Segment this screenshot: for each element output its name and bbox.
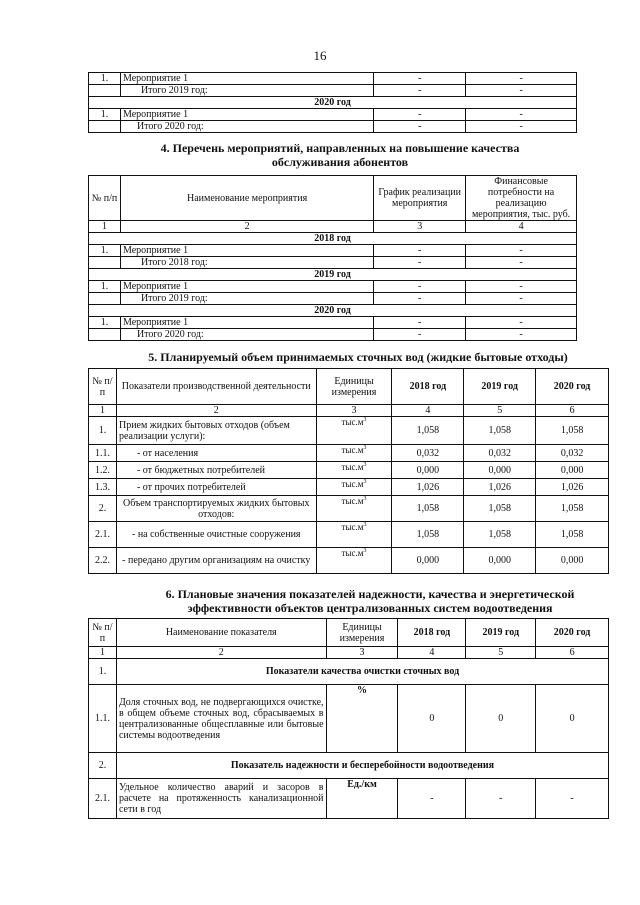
col-number: 3	[326, 647, 398, 659]
col-header: № п/п	[89, 619, 117, 647]
col-header: Финансовые потребности на реализацию мероприятия, тыс. руб.	[466, 176, 577, 221]
year-label: 2020 год	[89, 305, 577, 317]
row-number: 1.1.	[89, 445, 117, 462]
row-name: - от бюджетных потребителей	[116, 462, 316, 479]
section5-heading-text: 5. Планируемый объем принимаемых сточных вод (жидкие бытовые отходы)	[148, 350, 568, 364]
col-header: 2020 год	[536, 369, 609, 405]
row-number	[89, 257, 121, 269]
section5-table	[88, 368, 609, 574]
row-value: 0,032	[464, 445, 536, 462]
row-unit: Ед./км	[326, 779, 398, 819]
row-value: 1,058	[392, 496, 464, 522]
row-value: 0	[466, 685, 536, 753]
row-name: Итого 2020 год:	[120, 329, 373, 341]
row-name: Мероприятие 1	[120, 109, 374, 121]
row-number: 1.	[89, 417, 117, 445]
row-unit: $тыс.м^3$	[316, 479, 392, 496]
row-name: - передано другим организациям на очистку	[116, 548, 316, 574]
row-value: -	[466, 329, 577, 341]
row-value: -	[466, 109, 577, 121]
section6-heading-line1: 6. Плановые значения показателей надежности, качества и энергетической	[165, 587, 575, 601]
row-value: -	[466, 121, 577, 133]
col-number: 4	[392, 405, 464, 417]
row-number: 1.	[89, 109, 121, 121]
table-row	[89, 317, 577, 329]
row-value: -	[466, 779, 536, 819]
row-value: -	[466, 245, 577, 257]
table-row	[89, 779, 609, 819]
col-header: Наименование мероприятия	[120, 176, 373, 221]
row-number: 2.1.	[89, 522, 117, 548]
table-row	[89, 479, 609, 496]
col-number: 3	[316, 405, 392, 417]
row-unit: $тыс.м^3$	[316, 445, 392, 462]
row-value: 0	[536, 685, 609, 753]
table-row	[89, 445, 609, 462]
row-value: 0,032	[536, 445, 609, 462]
table-row	[89, 121, 577, 133]
row-value: 0,000	[536, 548, 609, 574]
row-name: Удельное количество аварий и засоров в расчете на протяженность канализационной сети в год	[116, 779, 326, 819]
row-value: 1,058	[536, 417, 609, 445]
col-header: График реализации мероприятия	[374, 176, 466, 221]
row-number	[89, 121, 121, 133]
col-number: 4	[398, 647, 466, 659]
col-header: 2018 год	[392, 369, 464, 405]
row-value: 0	[398, 685, 466, 753]
col-number-row	[89, 405, 609, 417]
row-value: -	[374, 281, 466, 293]
row-value: 1,026	[392, 479, 464, 496]
row-name: - на собственные очистные сооружения	[116, 522, 316, 548]
col-header: 2020 год	[536, 619, 609, 647]
row-number: 1.	[89, 245, 121, 257]
section5-heading	[88, 350, 628, 364]
row-name: Прием жидких бытовых отходов (объем реализации услуги):	[116, 417, 316, 445]
group-row	[89, 659, 609, 685]
section4-heading-line1: 4. Перечень мероприятий, направленных на повышение качества	[160, 141, 520, 155]
row-value: 1,058	[392, 417, 464, 445]
row-value: -	[374, 109, 466, 121]
section6-heading-line2: эффективности объектов централизованных систем водоотведения	[187, 601, 553, 615]
table-row	[89, 548, 609, 574]
row-value: -	[398, 779, 466, 819]
row-value: 1,058	[464, 417, 536, 445]
row-unit: $тыс.м^3$	[316, 417, 392, 445]
year-label: 2019 год	[89, 269, 577, 281]
row-value: 0,000	[464, 548, 536, 574]
row-name: Мероприятие 1	[120, 73, 374, 85]
col-number-row	[89, 647, 609, 659]
row-value: -	[466, 281, 577, 293]
col-header: Наименование показателя	[116, 619, 326, 647]
col-header: 2019 год	[466, 619, 536, 647]
row-value: 1,058	[536, 522, 609, 548]
row-value: -	[374, 257, 466, 269]
table-row	[89, 257, 577, 269]
header-row	[89, 619, 609, 647]
row-value: -	[466, 317, 577, 329]
group-row	[89, 753, 609, 779]
col-number: 3	[374, 221, 466, 233]
row-value: 1,026	[464, 479, 536, 496]
row-number: 1.	[89, 73, 121, 85]
col-number: 5	[466, 647, 536, 659]
table-row	[89, 245, 577, 257]
row-value: 0,000	[536, 462, 609, 479]
row-unit: %	[326, 685, 398, 753]
year-row	[89, 233, 577, 245]
row-number: 1.	[89, 281, 121, 293]
group-title: Показатели качества очистки сточных вод	[116, 659, 608, 685]
table-row	[89, 293, 577, 305]
table-row	[89, 462, 609, 479]
row-value: 0,000	[392, 462, 464, 479]
col-header: № п/п	[89, 176, 121, 221]
row-number: 1.2.	[89, 462, 117, 479]
row-number	[89, 293, 121, 305]
row-value: -	[466, 85, 577, 97]
col-number: 4	[466, 221, 577, 233]
col-header: Показатели производственной деятельности	[116, 369, 316, 405]
row-value: -	[466, 73, 577, 85]
row-value: -	[374, 293, 466, 305]
table-row	[89, 329, 577, 341]
table-row	[89, 85, 577, 97]
row-name: Мероприятие 1	[120, 281, 373, 293]
row-value: -	[374, 245, 466, 257]
row-value: 1,058	[464, 496, 536, 522]
row-value: -	[466, 257, 577, 269]
top-table	[88, 72, 577, 133]
row-value: -	[374, 329, 466, 341]
row-name: Объем транспортируемых жидких бытовых отходов:	[116, 496, 316, 522]
row-name: Итого 2019 год:	[120, 293, 373, 305]
row-value: -	[374, 85, 466, 97]
row-value: -	[374, 73, 466, 85]
year-row	[89, 269, 577, 281]
group-title: Показатель надежности и бесперебойности водоотведения	[116, 753, 608, 779]
col-number: 2	[120, 221, 373, 233]
table-row	[89, 522, 609, 548]
row-number	[89, 329, 121, 341]
col-number: 1	[89, 647, 117, 659]
row-unit: $тыс.м^3$	[316, 496, 392, 522]
row-unit: $тыс.м^3$	[316, 462, 392, 479]
row-value: -	[466, 293, 577, 305]
col-number: 2	[116, 647, 326, 659]
row-number: 2.2.	[89, 548, 117, 574]
section6-heading	[140, 587, 600, 615]
section4-heading-line2: обслуживания абонентов	[271, 155, 409, 169]
section4-heading	[110, 141, 570, 169]
row-number: 2.	[89, 496, 117, 522]
row-value: -	[374, 121, 466, 133]
col-number: 1	[89, 221, 121, 233]
table-row	[89, 685, 609, 753]
row-number	[89, 85, 121, 97]
row-name: Мероприятие 1	[120, 317, 373, 329]
table-row	[89, 496, 609, 522]
table-row	[89, 281, 577, 293]
row-name: Мероприятие 1	[120, 245, 373, 257]
col-number: 2	[116, 405, 316, 417]
row-number: 1.1.	[89, 685, 117, 753]
row-number: 2.1.	[89, 779, 117, 819]
row-number: 1.3.	[89, 479, 117, 496]
header-row	[89, 369, 609, 405]
col-number: 6	[536, 405, 609, 417]
row-value: 1,058	[464, 522, 536, 548]
section6-table	[88, 618, 609, 819]
col-number: 6	[536, 647, 609, 659]
table-row	[89, 417, 609, 445]
row-unit: $тыс.м^3$	[316, 522, 392, 548]
row-value: 1,058	[536, 496, 609, 522]
col-header: 2019 год	[464, 369, 536, 405]
row-number: 1.	[89, 317, 121, 329]
row-value: -	[536, 779, 609, 819]
row-name: Итого 2020 год:	[120, 121, 374, 133]
col-header: Единицы измерения	[326, 619, 398, 647]
year-row	[89, 97, 577, 109]
year-row	[89, 305, 577, 317]
col-number: 1	[89, 405, 117, 417]
table-row	[89, 73, 577, 85]
row-name: - от прочих потребителей	[116, 479, 316, 496]
row-name: Итого 2018 год:	[120, 257, 373, 269]
row-value: 1,058	[392, 522, 464, 548]
col-header: Единицы измерения	[316, 369, 392, 405]
row-unit: $тыс.м^3$	[316, 548, 392, 574]
row-value: 1,026	[536, 479, 609, 496]
row-value: 0,000	[392, 548, 464, 574]
row-value: 0,032	[392, 445, 464, 462]
table-row	[89, 109, 577, 121]
col-header: № п/п	[89, 369, 117, 405]
year-label: 2020 год	[89, 97, 577, 109]
col-number: 5	[464, 405, 536, 417]
header-row	[89, 176, 577, 221]
row-name: Доля сточных вод, не подвергающихся очистке, в общем объеме сточных вод, сбрасываемых в централизованные общесплавные или бытовые системы водоотведения	[116, 685, 326, 753]
section4-table	[88, 175, 577, 341]
group-number: 2.	[89, 753, 117, 779]
year-label: 2018 год	[89, 233, 577, 245]
page-number: 16	[313, 48, 327, 63]
group-number: 1.	[89, 659, 117, 685]
col-header: 2018 год	[398, 619, 466, 647]
row-name: - от населения	[116, 445, 316, 462]
row-name: Итого 2019 год:	[120, 85, 374, 97]
row-value: 0,000	[464, 462, 536, 479]
row-value: -	[374, 317, 466, 329]
col-number-row	[89, 221, 577, 233]
